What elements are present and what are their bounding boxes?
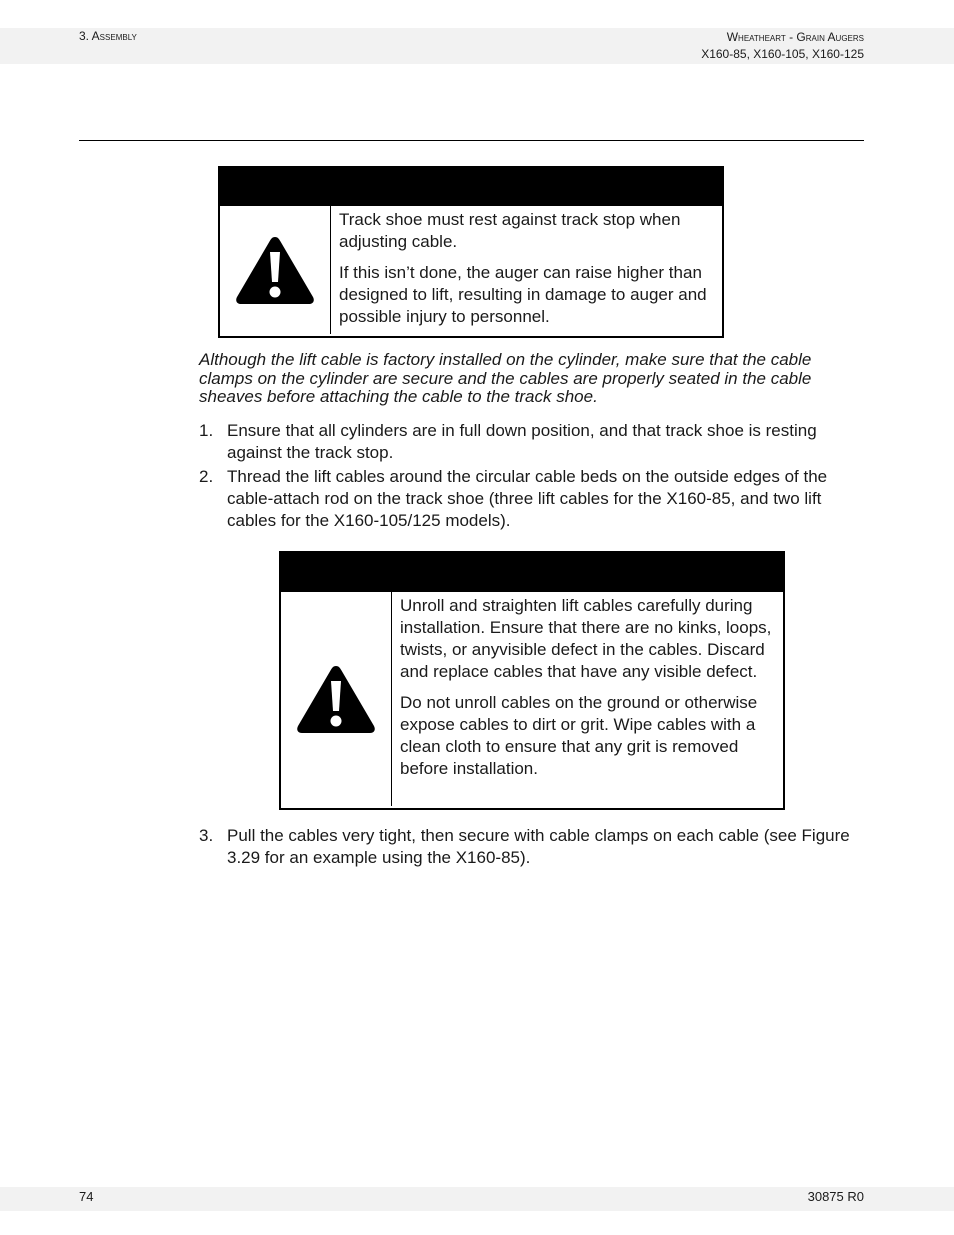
installation-note: Although the lift cable is factory installed on the cylinder, make sure that the cable clamps on the cylinder are secure and the cables are properly seated in the cable sheaves before attaching the cable to the track shoe.: [199, 350, 812, 406]
step-text: Pull the cables very tight, then secure with cable clamps on each cable (see Figure 3.29 for an example using the X160-85).: [227, 826, 850, 867]
header-right: [701, 29, 864, 63]
step-number: 2.: [199, 467, 214, 486]
callout-icon-cell: [220, 206, 331, 334]
callout-paragraph: Track shoe must rest against track stop when adjusting cable.: [339, 210, 681, 251]
callout-paragraph: Unroll and straighten lift cables carefully during installation. Ensure that there are no kinks, loops, twists, or anyvisible defect in the cables. Discard and replace cables that have any visible defect.: [400, 596, 772, 681]
list-item: [199, 420, 865, 464]
step-number: 1.: [199, 421, 214, 440]
step-text: Thread the lift cables around the circular cable beds on the outside edges of the cable-attach rod on the track shoe (three lift cables for the X160-85, and two lift cables for the X160-105/125 models).: [227, 467, 828, 530]
callout-paragraph: Do not unroll cables on the ground or otherwise expose cables to dirt or grit. Wipe cables with a clean cloth to ensure that any grit is removed before installation.: [400, 693, 758, 778]
section-title: 3. Assembly: [79, 29, 137, 43]
warning-triangle-icon: [233, 234, 317, 306]
step-text: Ensure that all cylinders are in full down position, and that track shoe is resting against the track stop.: [227, 421, 817, 462]
callout-header-bar: [281, 553, 783, 592]
callout-body: [220, 206, 722, 334]
document-number: 30875 R0: [807, 1189, 864, 1204]
list-item: [199, 825, 865, 869]
step-list: [199, 420, 865, 534]
callout-header-bar: [220, 168, 722, 206]
callout-text: [392, 592, 782, 806]
page-number: 74: [79, 1189, 94, 1204]
warning-callout-1: [218, 166, 724, 338]
list-item: [199, 466, 865, 532]
header-divider: [79, 140, 864, 141]
step-list: [199, 825, 865, 871]
step-number: 3.: [199, 826, 214, 845]
callout-text: [331, 206, 721, 334]
callout-body: [281, 592, 783, 806]
product-title: Wheatheart - Grain Augers: [726, 30, 864, 44]
model-list: X160-85, X160-105, X160-125: [701, 47, 864, 61]
callout-icon-cell: [281, 592, 392, 806]
callout-paragraph: If this isn’t done, the auger can raise higher than designed to lift, resulting in damage to auger and possible injury to personnel.: [339, 263, 707, 326]
warning-callout-2: [279, 551, 785, 810]
warning-triangle-icon: [294, 663, 378, 735]
